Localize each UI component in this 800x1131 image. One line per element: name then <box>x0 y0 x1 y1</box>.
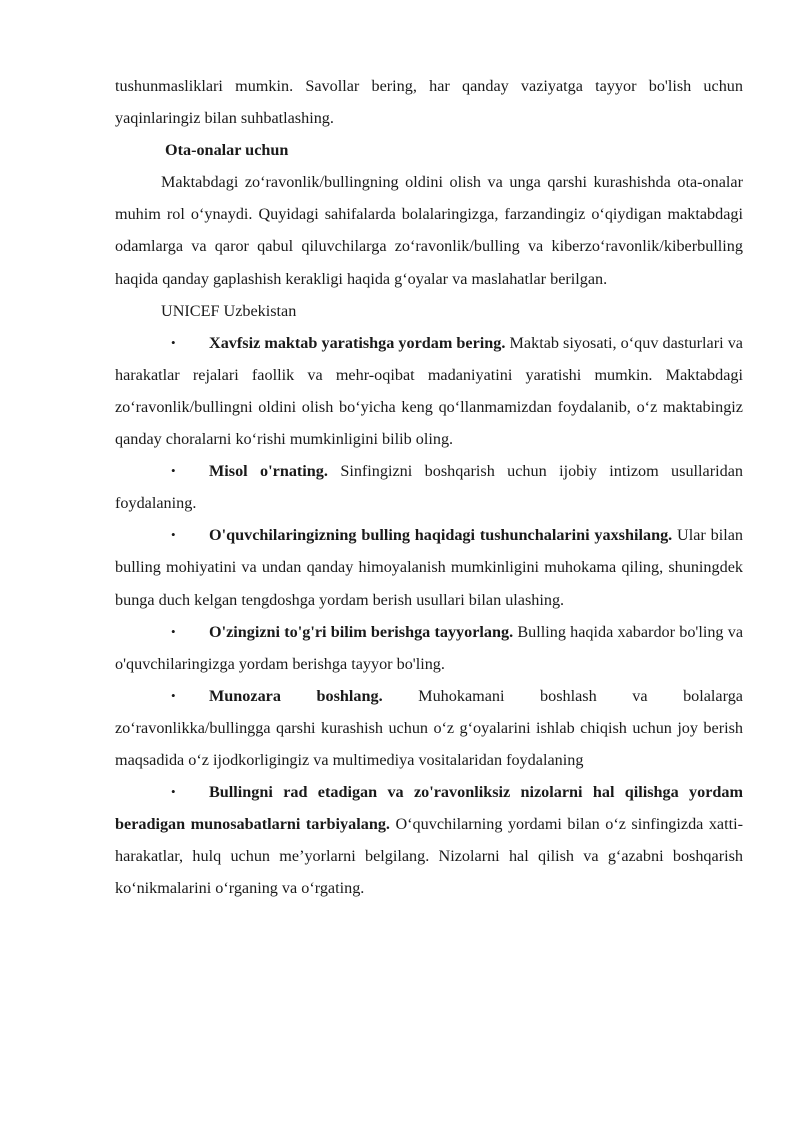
bullet-icon: • <box>171 463 176 479</box>
bullet-icon: • <box>171 334 176 350</box>
bullet-item <box>115 327 743 455</box>
bullet-item <box>115 519 743 615</box>
bullet-icon: • <box>171 784 176 800</box>
page-body <box>115 70 743 904</box>
bullet-text: Muhokamani boshlash va bolalarga zo‘ravonlikka/bullingga qarshi kurashish uchun o‘z g‘oyalarini ishlab chiqish uchun joy berish maqsadida o‘z ijodkorligingiz va multimediya vositalaridan foydalaning <box>115 686 743 769</box>
bullet-icon: • <box>171 687 176 703</box>
continuation-paragraph: tushunmasliklari mumkin. Savollar bering, har qanday vaziyatga tayyor bo'lish uchun yaqinlaringiz bilan suhbatlashing. <box>115 77 743 128</box>
bullet-title: O'quvchilaringizning bulling haqidagi tushunchalarini yaxshilang. <box>209 526 673 545</box>
bullet-title: Munozara boshlang. <box>209 686 383 705</box>
bullet-item <box>115 776 743 904</box>
bullet-list <box>115 327 743 905</box>
bullet-item <box>115 616 743 680</box>
bullet-title: Bullingni rad etadigan va zo'ravonliksiz nizolarni hal qilishga yordam beradigan munosabatlarni tarbiyalang. <box>115 783 743 834</box>
bullet-text: Bulling haqida xabardor bo'ling va o'quvchilaringizga yordam berishga tayyor bo'ling. <box>115 622 743 673</box>
bullet-icon: • <box>171 527 176 543</box>
bullet-item <box>115 455 743 519</box>
bullet-title: Misol o'rnating. <box>209 462 328 481</box>
section-heading: Ota-onalar uchun <box>165 141 289 160</box>
bullet-text: Maktab siyosati, o‘quv dasturlari va harakatlar rejalari faollik va mehr-oqibat madaniyatini yaratishi mumkin. Maktabdagi zo‘ravonlik/bullingni oldini olish bo‘yicha keng qo‘llanmamizdan foydalanib, o‘z maktabingiz qanday choralarni ko‘rishi mumkinligini bilib oling. <box>115 333 743 449</box>
bullet-title: O'zingizni to'g'ri bilim berishga tayyorlang. <box>209 622 514 641</box>
bullet-item <box>115 680 743 776</box>
bullet-title: Xavfsiz maktab yaratishga yordam bering. <box>209 333 506 352</box>
bullet-text: Ular bilan bulling mohiyatini va undan qanday himoyalanish mumkinligini muhokama qiling, shuningdek bunga duch kelgan tengdoshga yordam berish usullari bilan ulashing. <box>115 526 743 609</box>
bullet-text: O‘quvchilarning yordami bilan o‘z sinfingizda xatti-harakatlar, hulq uchun me’yorlarni belgilang. Nizolarni hal qilish va g‘azabni boshqarish ko‘nikmalarini o‘rganing va o‘rgating. <box>115 815 743 898</box>
bullet-icon: • <box>171 623 176 639</box>
source-line: UNICEF Uzbekistan <box>161 301 297 320</box>
bullet-text: Sinfingizni boshqarish uchun ijobiy intizom usullaridan foydalaning. <box>115 462 743 513</box>
intro-paragraph: Maktabdagi zo‘ravonlik/bullingning oldini olish va unga qarshi kurashishda ota-onalar muhim rol o‘ynaydi. Quyidagi sahifalarda bolalaringizga, farzandingiz o‘qiydigan maktabdagi odamlarga va qaror qabul qiluvchilarga zo‘ravonlik/bulling va kiberzo‘ravonlik/kiberbulling haqida qanday gaplashish kerakligi haqida g‘oyalar va maslahatlar berilgan. <box>115 173 743 288</box>
